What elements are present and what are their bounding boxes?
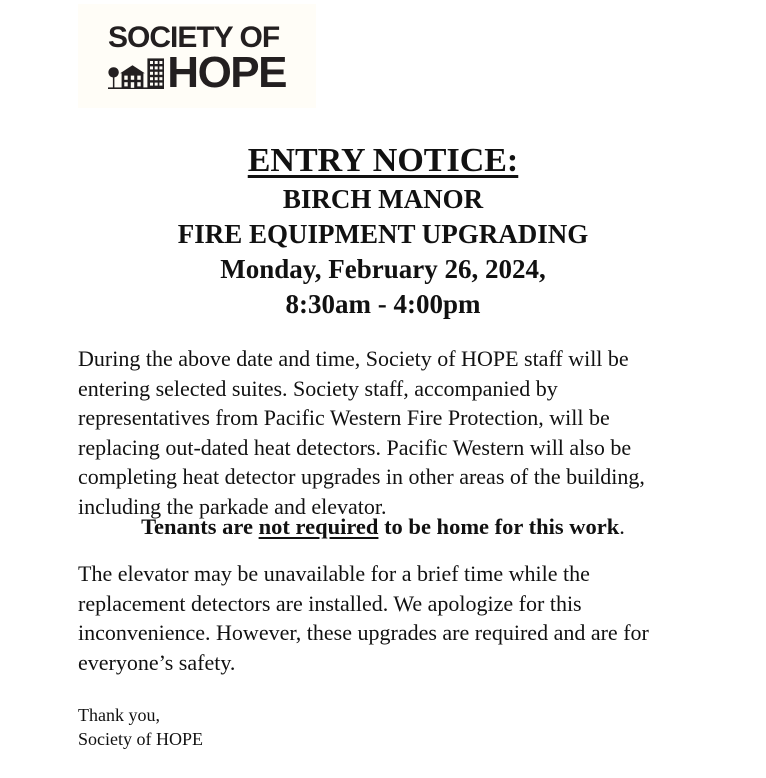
notice-time: 8:30am - 4:00pm [285, 289, 481, 319]
closing-org-name: Society of HOPE [78, 728, 203, 749]
paragraph-line: replacement detectors are installed. We apologize for this [78, 590, 582, 616]
highlight-suffix: to be home for this work [378, 514, 620, 539]
highlight-underlined-text: not required [258, 514, 379, 539]
paragraph-line: everyone’s safety. [78, 649, 236, 675]
paragraph-line: inconvenience. However, these upgrades are required and are for [78, 620, 649, 645]
notice-heading [0, 140, 766, 322]
closing-thanks: Thank you, [78, 705, 160, 725]
body-paragraph-1 [78, 344, 645, 521]
society-of-hope-logo [78, 4, 316, 108]
paragraph-line: completing heat detector upgrades in other areas of the building, [78, 464, 645, 489]
closing-signature [78, 704, 203, 751]
tenants-highlight-statement [0, 512, 766, 542]
paragraph-line: The elevator may be unavailable for a brief time while the [78, 561, 590, 586]
logo-text-society-of: SOCIETY OF [108, 21, 280, 54]
paragraph-line: entering selected suites. Society staff, accompanied by [78, 375, 558, 401]
paragraph-line: replacing out-dated heat detectors. Pacific Western will also be [78, 434, 632, 460]
highlight-prefix: Tenants are [141, 514, 259, 539]
paragraph-line: including the parkade and elevator. [78, 493, 387, 519]
highlight-period: . [619, 514, 625, 539]
logo-text-hope: HOPE [167, 48, 286, 97]
notice-title: ENTRY NOTICE: [247, 142, 519, 179]
paragraph-line: During the above date and time, Society of HOPE staff will be [78, 346, 629, 371]
notice-date: Monday, February 26, 2024, [220, 254, 546, 284]
body-paragraph-2 [78, 559, 649, 677]
notice-property-name: BIRCH MANOR [282, 184, 484, 214]
notice-subject: FIRE EQUIPMENT UPGRADING [177, 219, 589, 249]
logo-lockup [108, 21, 286, 97]
paragraph-line: representatives from Pacific Western Fire Protection, will be [78, 405, 610, 430]
city-buildings-icon [108, 55, 166, 89]
